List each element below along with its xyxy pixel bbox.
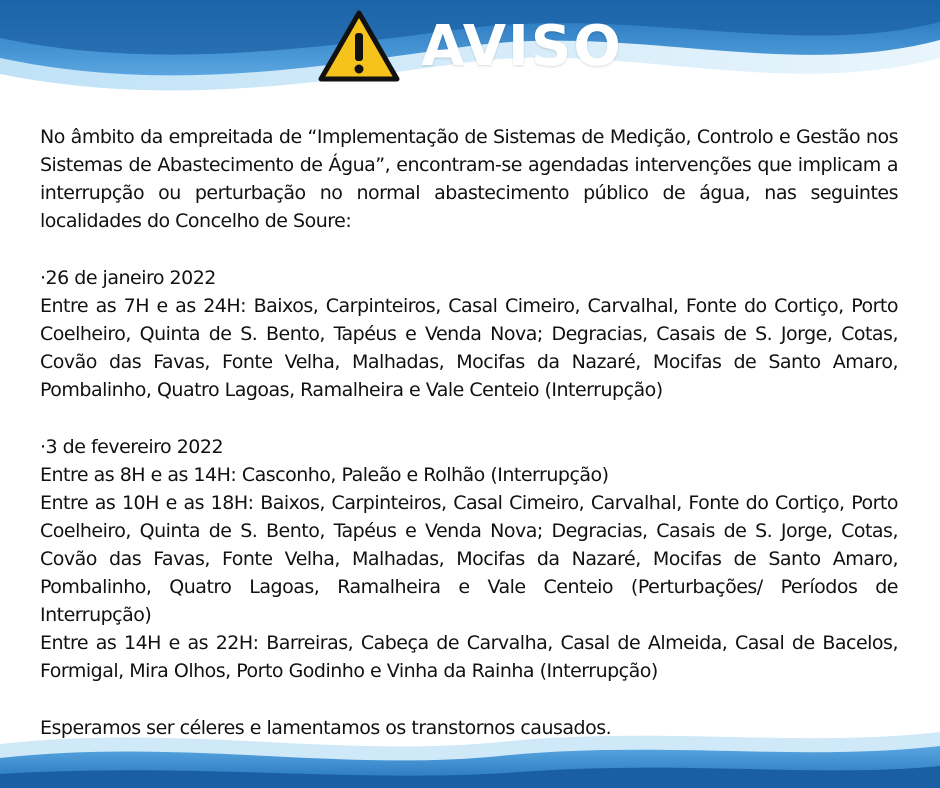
header (0, 6, 940, 86)
notice-body (40, 123, 898, 742)
page-title: AVISO (421, 13, 623, 79)
date-heading-1: ·26 de janeiro 2022 (40, 267, 216, 289)
schedule-item: Entre as 14H e as 22H: Barreiras, Cabeça de Carvalha, Casal de Almeida, Casal de Bacelos, Formigal, Mira Olhos, Porto Godinho e Vinha da Rainha (Interrupção) (40, 632, 898, 682)
schedule-item: Entre as 7H e as 24H: Baixos, Carpinteiros, Casal Cimeiro, Carvalhal, Fonte do Cortiço, Porto Coelheiro, Quinta de S. Bento, Tapéus e Venda Nova; Degracias, Casais de S. Jorge, Cotas, Covão das Favas, Fonte Velha, Malhadas, Mocifas da Nazaré, Mocifas de Santo Amaro, Pombalinho, Quatro Lagoas, Ramalheira e Vale Centeio (Interrupção) (40, 295, 898, 401)
schedule-item: Entre as 8H e as 14H: Casconho, Paleão e Rolhão (Interrupção) (40, 464, 609, 486)
closing-paragraph: Esperamos ser céleres e lamentamos os transtornos causados. (40, 717, 612, 739)
date-heading-2: ·3 de fevereiro 2022 (40, 436, 224, 458)
schedule-item: Entre as 10H e as 18H: Baixos, Carpinteiros, Casal Cimeiro, Carvalhal, Fonte do Cortiço, Porto Coelheiro, Quinta de S. Bento, Tapéus e Venda Nova; Degracias, Casais de S. Jorge, Cotas, Covão das Favas, Fonte Velha, Malhadas, Mocifas da Nazaré, Mocifas de Santo Amaro, Pombalinho, Quatro Lagoas, Ramalheira e Vale Centeio (Perturbações/ Períodos de Interrupção) (40, 492, 898, 626)
warning-triangle-icon (317, 9, 401, 83)
intro-paragraph: No âmbito da empreitada de “Implementação de Sistemas de Medição, Controlo e Gestão nos Sistemas de Abastecimento de Água”, encontram-se agendadas intervenções que implicam a interrupção ou perturbação no normal abastecimento público de água, nas seguintes localidades do Concelho de Soure: (40, 126, 898, 232)
